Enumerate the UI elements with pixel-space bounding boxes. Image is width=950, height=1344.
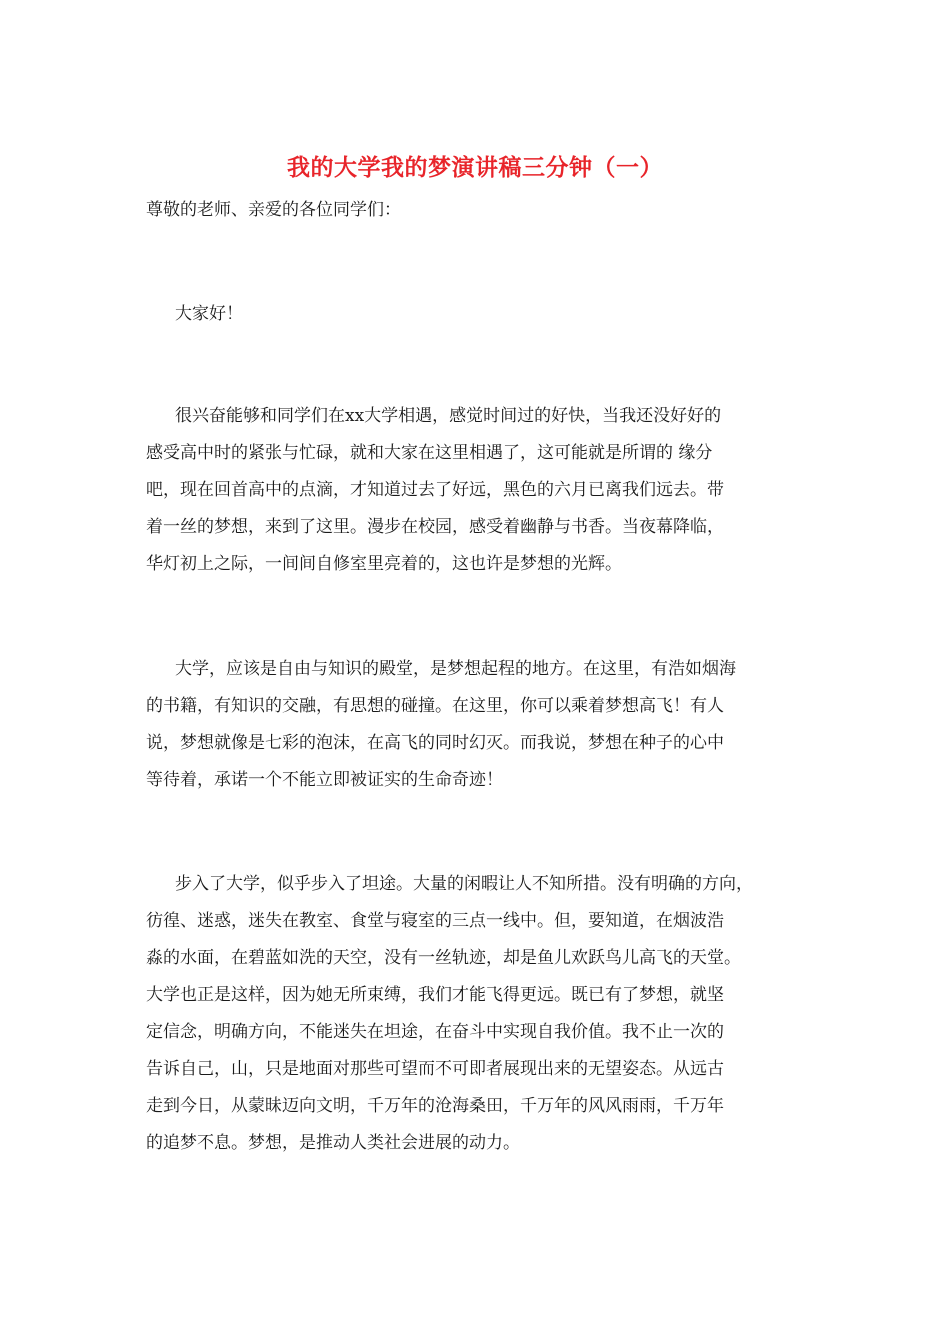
paragraph-line: 说，梦想就像是七彩的泡沫，在高飞的同时幻灭。而我说，梦想在种子的心中 [146, 733, 724, 753]
paragraph-3 [146, 866, 816, 1162]
paragraph-line: 淼的水面，在碧蓝如洗的天空，没有一丝轨迹，却是鱼儿欢跃鸟儿高飞的天堂。 [146, 948, 741, 968]
paragraph-line: 吧，现在回首高中的点滴，才知道过去了好远，黑色的六月已离我们远去。带 [146, 480, 724, 500]
paragraph-line: 大学也正是这样，因为她无所束缚，我们才能飞得更远。既已有了梦想，就坚 [146, 985, 724, 1005]
paragraph-line: 大学，应该是自由与知识的殿堂，是梦想起程的地方。在这里，有浩如烟海 [175, 659, 736, 679]
greeting-paragraph [146, 296, 816, 333]
salutation: 尊敬的老师、亲爱的各位同学们： [146, 200, 401, 220]
paragraph-2 [146, 651, 816, 799]
paragraph-line: 感受高中时的紧张与忙碌，就和大家在这里相遇了，这可能就是所谓的 缘分 [146, 443, 713, 463]
greeting-line: 大家好！ [175, 304, 243, 324]
paragraph-line: 的书籍，有知识的交融，有思想的碰撞。在这里，你可以乘着梦想高飞！有人 [146, 696, 724, 716]
paragraph-line: 步入了大学，似乎步入了坦途。大量的闲暇让人不知所措。没有明确的方向， [175, 874, 753, 894]
paragraph-1 [146, 398, 816, 583]
paragraph-line: 很兴奋能够和同学们在xx大学相遇，感觉时间过的好快，当我还没好好的 [175, 406, 722, 426]
paragraph-line: 等待着，承诺一个不能立即被证实的生命奇迹！ [146, 770, 503, 790]
paragraph-line: 的追梦不息。梦想，是推动人类社会进展的动力。 [146, 1133, 520, 1153]
paragraph-line: 走到今日，从蒙昧迈向文明，千万年的沧海桑田，千万年的风风雨雨，千万年 [146, 1096, 724, 1116]
document-title: 我的大学我的梦演讲稿三分钟（一） [287, 154, 663, 181]
paragraph-line: 彷徨、迷惑，迷失在教室、食堂与寝室的三点一线中。但，要知道，在烟波浩 [146, 911, 724, 931]
paragraph-line: 定信念，明确方向，不能迷失在坦途，在奋斗中实现自我价值。我不止一次的 [146, 1022, 724, 1042]
paragraph-line: 华灯初上之际，一间间自修室里亮着的，这也许是梦想的光辉。 [146, 554, 622, 574]
paragraph-line: 着一丝的梦想，来到了这里。漫步在校园，感受着幽静与书香。当夜幕降临， [146, 517, 724, 537]
paragraph-line: 告诉自己，山，只是地面对那些可望而不可即者展现出来的无望姿态。从远古 [146, 1059, 724, 1079]
